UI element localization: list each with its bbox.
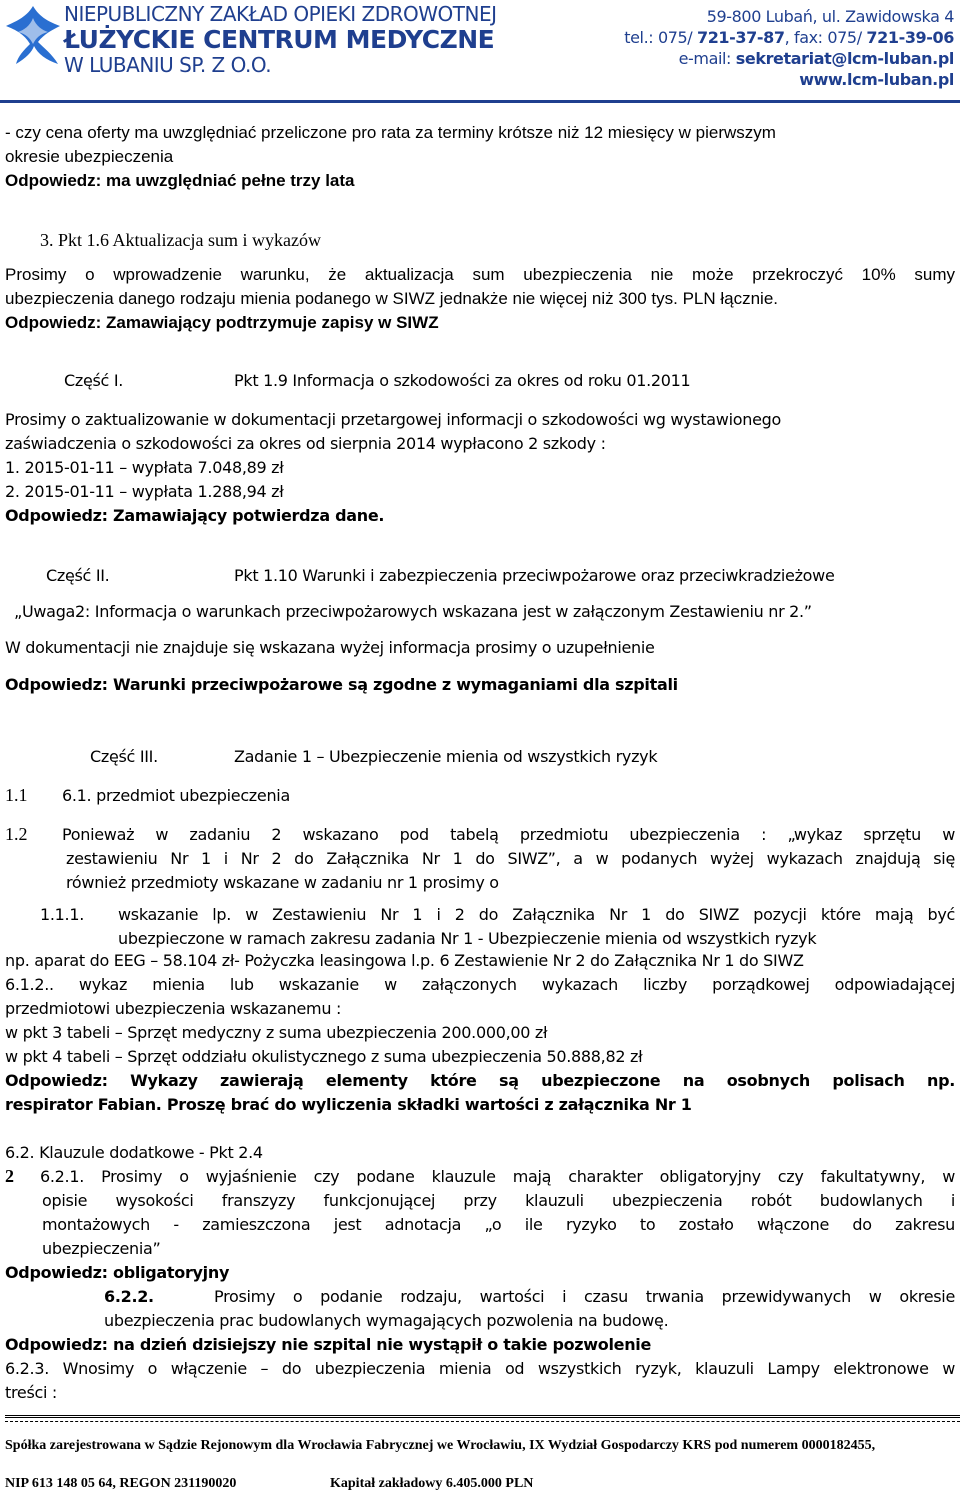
text-line: w pkt 3 tabeli – Sprzęt medyczny z suma ubezpieczenia 200.000,00 zł [5,1023,548,1042]
phone-fax: tel.: 075/ 721-37-87, fax: 075/ 721-39-06 [624,28,954,47]
section-heading: Pkt 1.9 Informacja o szkodowości za okres od roku 01.2011 [234,371,691,390]
address: 59-800 Lubań, ul. Zawidowska 4 [706,7,954,26]
text-line: 6.1. przedmiot ubezpieczenia [62,786,290,805]
section-heading: 3. Pkt 1.6 Aktualizacja sum i wykazów [40,230,321,250]
list-number: 6.2.2. [104,1287,154,1306]
text-line: Ponieważ w zadaniu 2 wskazano pod tabelą przedmiotu ubezpieczenia : „wykaz sprzętu w [62,825,955,844]
text-line: 6.2.3. Wnosimy o włączenie – do ubezpieczenia mienia od wszystkich ryzyk, klauzuli Lampy elektronowe w [5,1359,955,1378]
text-line: 1. 2015-01-11 – wypłata 7.048,89 zł [5,458,284,477]
text-line: 6.1.2.. wykaz mienia lub wskazanie w załączonych wykazach liczby porządkowej odpowiadającej [5,975,955,994]
text-line: Prosimy o podanie rodzaju, wartości i czasu trwania przewidywanych w okresie [214,1287,955,1306]
text-line: ubezpieczenia” [42,1239,161,1258]
letterhead [0,0,960,100]
text-line: Prosimy o zaktualizowanie w dokumentacji przetargowej informacji o szkodowości wg wystawionego [5,410,781,429]
footer-registration: Spółka zarejestrowana w Sądzie Rejonowym dla Wrocławia Fabrycznej we Wrocławiu, IX Wydział Gospodarczy KRS pod numerem 0000182455, [5,1438,876,1453]
website-link[interactable]: www.lcm-luban.pl [799,70,954,89]
text-line: wskazanie lp. w Zestawieniu Nr 1 i 2 do Załącznika Nr 1 do SIWZ pozycji które mają być [118,905,955,924]
text-line: 2. 2015-01-11 – wypłata 1.288,94 zł [5,482,284,501]
org-name-line2: ŁUŻYCKIE CENTRUM MEDYCZNE [64,25,495,54]
answer-line: respirator Fabian. Proszę brać do wyliczenia składki wartości z załącznika Nr 1 [5,1095,692,1114]
text-line: zestawieniu Nr 1 i Nr 2 do Załącznika Nr 1 do SIWZ”, a w podanych wyżej wykazach znajdują się [66,849,955,868]
answer-line: Odpowiedz: na dzień dzisiejszy nie szpital nie wystąpił o takie pozwolenie [5,1335,652,1354]
contact-block [624,6,954,90]
answer-line: Odpowiedz: Wykazy zawierają elementy które są ubezpieczone na osobnych polisach np. [5,1071,955,1090]
answer-line: Odpowiedz: Zamawiający potwierdza dane. [5,506,385,525]
part-label: Część III. [90,747,158,766]
list-number: 1.2 [5,824,28,844]
list-number: 1.1.1. [40,905,84,924]
answer-line: Odpowiedz: Zamawiający podtrzymuje zapisy w SIWZ [5,313,439,332]
text-line: okresie ubezpieczenia [5,147,174,166]
text-line: również przedmioty wskazane w zadaniu nr 1 prosimy o [66,873,499,892]
part-label: Część I. [64,371,124,390]
text-line: w pkt 4 tabeli – Sprzęt oddziału okulistycznego z suma ubezpieczenia 50.888,82 zł [5,1047,643,1066]
text-line: ubezpieczenia danego rodzaju mienia podanego w SIWZ jednakże nie więcej niż 300 tys. PLN łącznie. [5,289,779,308]
quote-line: „Uwaga2: Informacja o warunkach przeciwpożarowych wskazana jest w załączonym Zestawieniu nr 2.” [14,602,812,621]
text-line: W dokumentacji nie znajduje się wskazana wyżej informacja prosimy o uzupełnienie [5,638,655,657]
text-line: zaświadczenia o szkodowości za okres od sierpnia 2014 wypłacono 2 szkody : [5,434,606,453]
text-line: przedmiotowi ubezpieczenia wskazanemu : [5,999,342,1018]
answer-line: Odpowiedz: Warunki przeciwpożarowe są zgodne z wymaganiami dla szpitali [5,675,678,694]
email[interactable]: e-mail: sekretariat@lcm-luban.pl [678,49,954,68]
answer-line: Odpowiedz: ma uwzględniać pełne trzy lata [5,171,355,190]
answer-line: Odpowiedz: obligatoryjny [5,1263,230,1282]
part-label: Część II. [46,566,110,585]
header-divider [0,100,960,103]
text-line: 6.2.1. Prosimy o wyjaśnienie czy podane klauzule mają charakter obligatoryjny czy fakultatywny, w [40,1167,955,1186]
list-number: 2 [5,1166,14,1186]
section-heading: Zadanie 1 – Ubezpieczenie mienia od wszystkich ryzyk [234,747,658,766]
text-line: treści : [5,1383,57,1402]
footer-divider-dashed [5,1421,960,1422]
text-line: Prosimy o wprowadzenie warunku, że aktualizacja sum ubezpieczenia nie może przekroczyć 10% sumy [5,265,955,284]
org-name-line1: NIEPUBLICZNY ZAKŁAD OPIEKI ZDROWOTNEJ [64,2,497,26]
organization-name [64,2,497,76]
text-line: np. aparat do EEG – 58.104 zł- Pożyczka leasingowa l.p. 6 Zestawienie Nr 2 do Załącznika Nr 1 do SIWZ [5,951,804,970]
footer-nip-regon: NIP 613 148 05 64, REGON 231190020 [5,1476,237,1491]
text-line: ubezpieczone w ramach zakresu zadania Nr 1 - Ubezpieczenie mienia od wszystkich ryzyk [118,929,817,948]
text-line: - czy cena oferty ma uwzględniać przeliczone pro rata za terminy krótsze niż 12 miesięcy w pierwszym [5,123,776,142]
cross-ribbon-icon [4,4,62,66]
section-heading: 6.2. Klauzule dodatkowe - Pkt 2.4 [5,1143,263,1162]
text-line: ubezpieczenia prac budowlanych wymagających pozwolenia na budowę. [104,1311,669,1330]
text-line: montażowych - zamieszczona jest adnotacja „o ile ryzyko to zostało włączone do zakresu [42,1215,955,1234]
org-name-line3: W LUBANIU SP. Z O.O. [64,53,272,77]
list-number: 1.1 [5,785,28,805]
section-heading: Pkt 1.10 Warunki i zabezpieczenia przeciwpożarowe oraz przeciwkradzieżowe [234,566,835,585]
footer-divider [5,1415,960,1418]
text-line: opisie wysokości franszyzy funkcjonującej przy klauzuli ubezpieczenia robót budowlanych i [42,1191,955,1210]
footer-capital: Kapitał zakładowy 6.405.000 PLN [330,1476,534,1491]
